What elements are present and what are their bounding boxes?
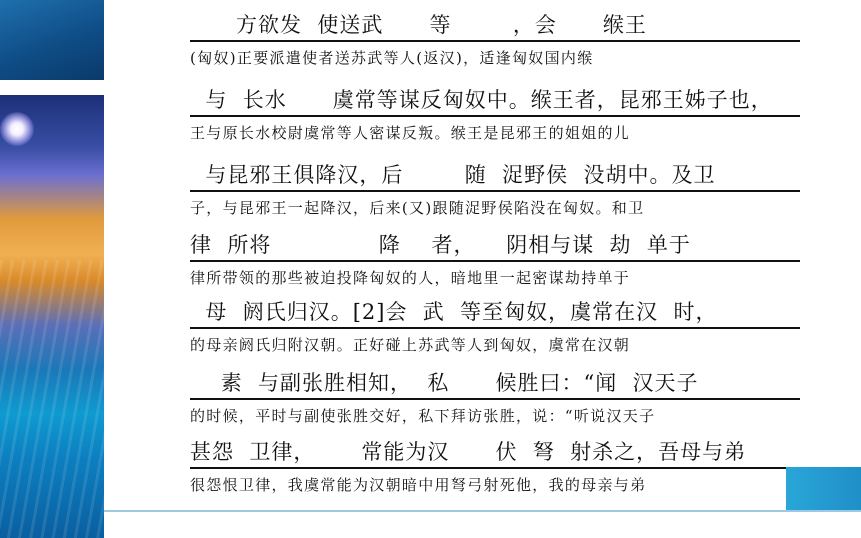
sidebar-rays [0,260,104,538]
sidebar-top-block [0,0,104,80]
translation-text-line: 的时候，平时与副使张胜交好，私下拜访张胜，说：“听说汉天子 [190,407,656,425]
corner-accent-bar [786,467,861,511]
original-text-line: 与 长水 虞常等谋反匈奴中。缑王者，昆邪王姊子也， [190,83,800,117]
original-text-line: 母 阏氏归汉。[2]会 武 等至匈奴，虞常在汉 时， [190,295,800,329]
light-glow-icon [0,112,34,146]
translation-text-line: 很怨恨卫律，我虞常能为汉朝暗中用弩弓射死他，我的母亲与弟 [190,476,647,494]
translation-text-line: 王与原长水校尉虞常等人密谋反叛。缑王是昆邪王的姐姐的儿 [190,124,631,142]
original-text-line: 素 与副张胜相知， 私 候胜曰：“闻 汉天子 [190,366,800,400]
translation-text-line: 律所带领的那些被迫投降匈奴的人，暗地里一起密谋劫持单于 [190,269,631,287]
bottom-accent-line [104,510,861,512]
original-text-line: 方欲发 使送武 等 ，会 缑王 [190,8,800,42]
translation-text-line: 的母亲阏氏归附汉朝。正好碰上苏武等人到匈奴，虞常在汉朝 [190,336,631,354]
translation-text-line: (匈奴)正要派遣使者送苏武等人(返汉)，适逢匈奴国内缑 [190,49,594,67]
decorative-sidebar [0,0,104,538]
translation-text-line: 子，与昆邪王一起降汉，后来(又)跟随浞野侯陷没在匈奴。和卫 [190,199,645,217]
original-text-line: 甚怨 卫律， 常能为汉 伏 弩 射杀之，吾母与弟 [190,435,800,469]
original-text-line: 与昆邪王俱降汉，后 随 浞野侯 没胡中。及卫 [190,158,800,192]
original-text-line: 律 所将 降 者， 阴相与谋 劫 单于 [190,228,800,262]
